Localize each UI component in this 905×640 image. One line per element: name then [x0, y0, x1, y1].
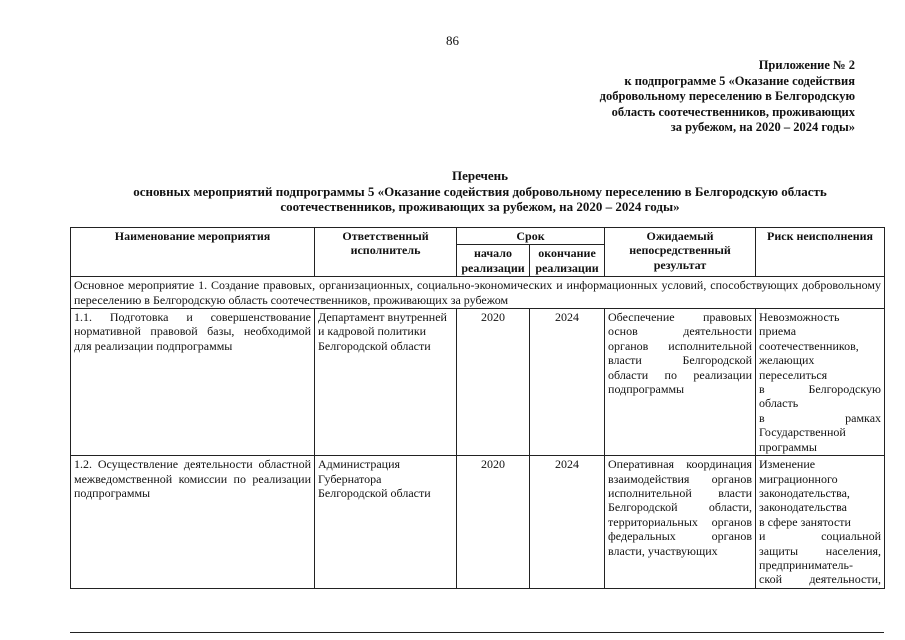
risk-line: ской деятельности, — [759, 572, 882, 587]
main-activity-cell: Основное мероприятие 1. Создание правовых, организационных, социально-экономических и информационных условий, способствующих добровольному переселению в Белгородскую область соотечественников, проживающих за рубежом — [71, 277, 885, 309]
row-end: 2024 — [530, 456, 605, 589]
title-line: соотечественников, проживающих за рубежом, на 2020 – 2024 годы» — [280, 199, 680, 214]
row-executor: Департамент внутренней и кадровой политики Белгородской области — [315, 309, 457, 456]
risk-line: в сфере занятости — [759, 514, 851, 529]
risk-line: Государственной — [759, 425, 846, 440]
appendix-header — [555, 58, 855, 136]
row-end: 2024 — [530, 309, 605, 456]
header-executor: Ответственный исполнитель — [315, 228, 457, 277]
risk-line: желающих — [759, 353, 815, 368]
risk-line: миграционного — [759, 471, 838, 486]
risk-line: в Белгородскую — [759, 382, 882, 397]
appendix-line: добровольному переселению в Белгородскую — [599, 89, 855, 103]
table-row — [71, 456, 885, 589]
risk-line: Невозможность — [759, 310, 840, 325]
title-line: основных мероприятий подпрограммы 5 «Оказание содействия добровольному переселению в Белгородскую область — [133, 183, 827, 199]
row-result: Обеспечение правовых основ деятельности органов исполнительной власти Белгородской области по реализации подпрограммы — [605, 309, 756, 456]
appendix-line: за рубежом, на 2020 – 2024 годы» — [670, 120, 855, 134]
row-result: Оперативная координация взаимодействия органов исполнительной власти Белгородской области, территориальных органов федеральных органов власти, участвующих — [605, 456, 756, 589]
appendix-line: к подпрограмме 5 «Оказание содействия — [624, 73, 855, 88]
risk-line: и социальной — [759, 529, 882, 544]
risk-line: законодательства, — [759, 485, 850, 500]
header-start: начало реализации — [457, 245, 530, 277]
header-term: Срок — [457, 228, 605, 245]
row-risk — [756, 309, 885, 456]
row-risk — [756, 456, 885, 589]
row-start: 2020 — [457, 456, 530, 589]
risk-line: Изменение — [759, 457, 816, 472]
risk-line: приема — [759, 324, 797, 339]
row-executor: Администрация Губернатора Белгородской области — [315, 456, 457, 589]
table-row — [71, 309, 885, 456]
risk-line: защиты населения, — [759, 543, 882, 558]
risk-line: предприниматель- — [759, 557, 853, 572]
risk-line: область — [759, 396, 799, 411]
row-start: 2020 — [457, 309, 530, 456]
page-number: 86 — [446, 33, 459, 48]
table-header-row — [71, 228, 885, 245]
page-bottom-rule — [70, 632, 884, 633]
header-name: Наименование мероприятия — [71, 228, 315, 277]
risk-line: законодательства — [759, 500, 847, 515]
risk-line: в рамках — [759, 410, 882, 425]
risk-line: соотечественников, — [759, 338, 859, 353]
risk-line: переселиться — [759, 367, 828, 382]
header-end: окончание реализации — [530, 245, 605, 277]
row-name: 1.2. Осуществление деятельности областной межведомственной комиссии по реализации подпрограммы — [71, 456, 315, 589]
main-activity-row — [71, 277, 885, 309]
appendix-line: область соотечественников, проживающих — [611, 104, 855, 119]
risk-line: программы — [759, 439, 817, 454]
title-line: Перечень — [451, 168, 509, 183]
header-risk: Риск неисполнения — [756, 228, 885, 277]
activities-table — [70, 227, 885, 589]
appendix-line: Приложение № 2 — [758, 58, 855, 72]
header-result: Ожидаемый непосредственный результат — [605, 228, 756, 277]
document-title — [40, 168, 905, 215]
row-name: 1.1. Подготовка и совершенствование нормативной правовой базы, необходимой для реализации подпрограммы — [71, 309, 315, 456]
